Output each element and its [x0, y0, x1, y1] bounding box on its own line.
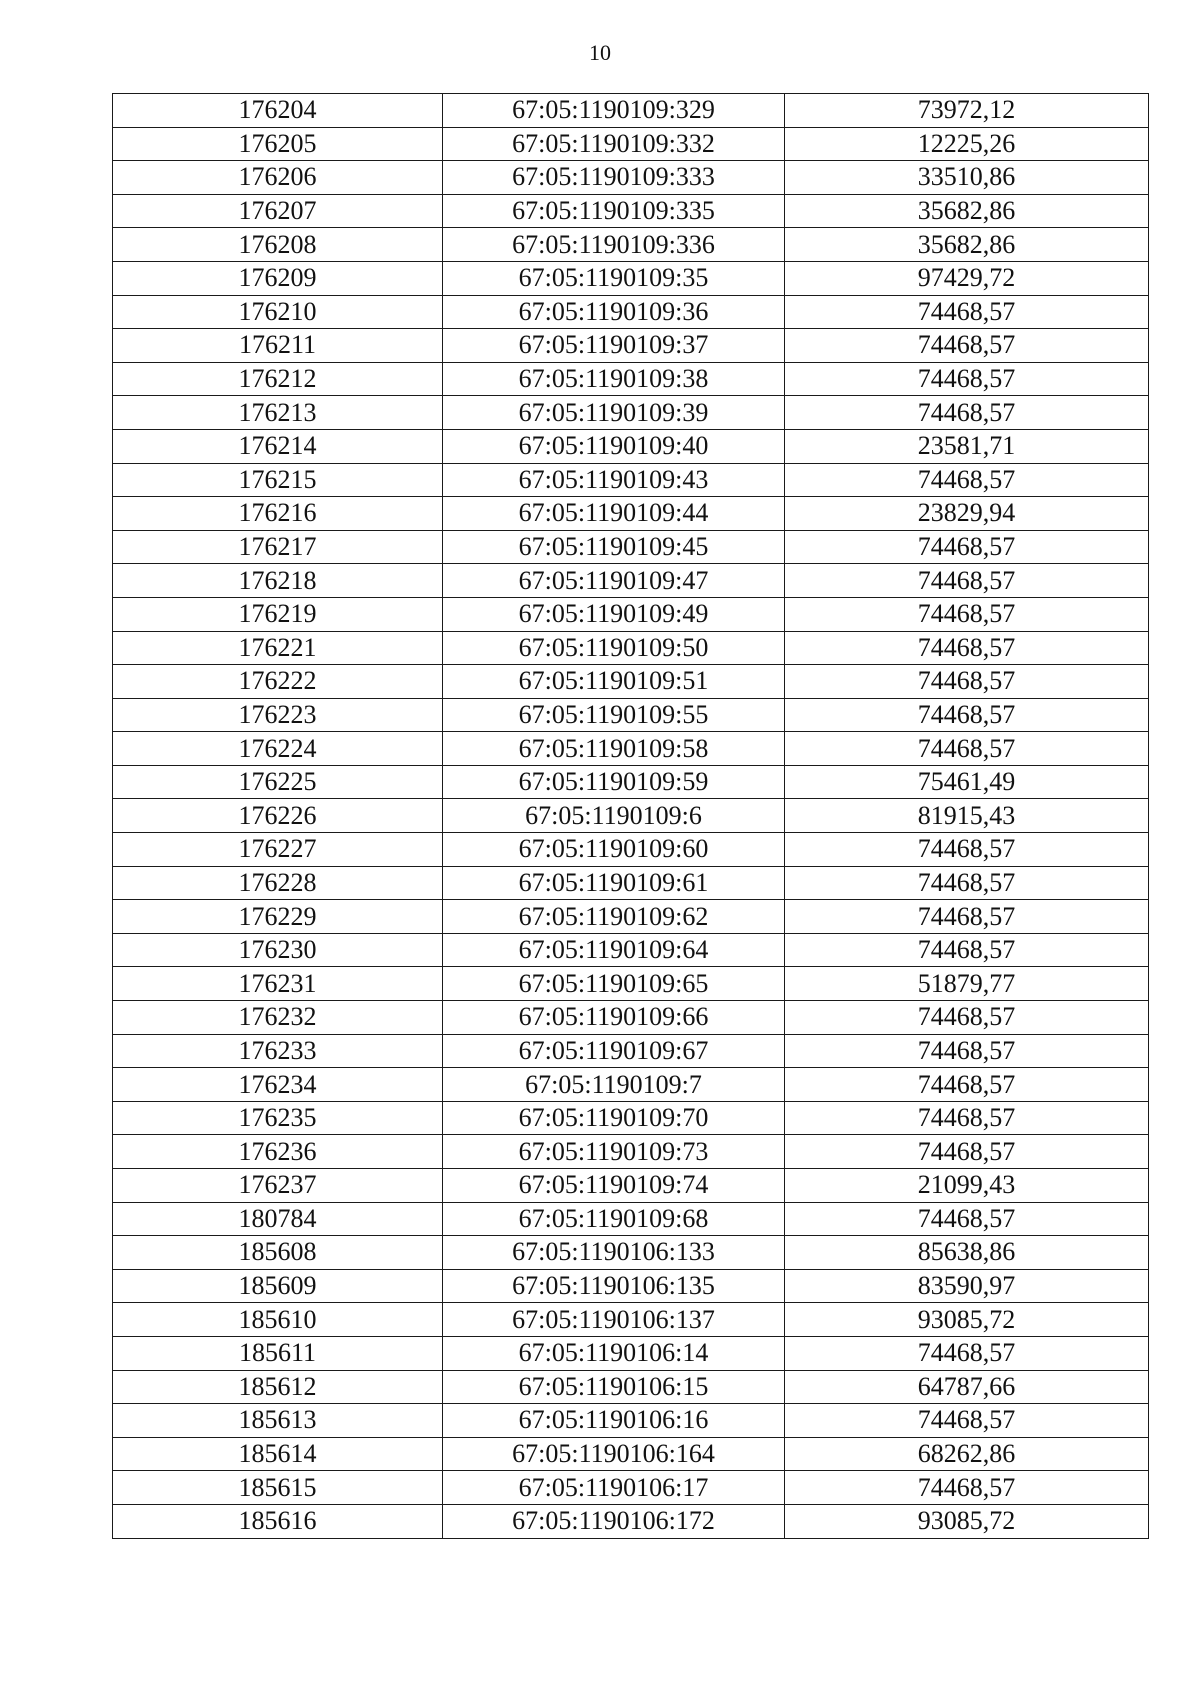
cadastral-value-cell: 97429,72 — [785, 261, 1149, 295]
cadastral-value-cell: 74468,57 — [785, 665, 1149, 699]
page-number: 10 — [589, 40, 611, 65]
cadastral-number-cell: 67:05:1190109:50 — [443, 631, 785, 665]
record-number-cell: 176236 — [113, 1135, 443, 1169]
table-row — [113, 933, 1149, 967]
record-number-cell: 185615 — [113, 1471, 443, 1505]
table-row — [113, 1236, 1149, 1270]
cadastral-value-cell: 68262,86 — [785, 1437, 1149, 1471]
cadastral-number-cell: 67:05:1190106:137 — [443, 1303, 785, 1337]
record-number-cell: 185616 — [113, 1504, 443, 1538]
cadastral-value-cell: 83590,97 — [785, 1269, 1149, 1303]
record-number-cell: 176218 — [113, 564, 443, 598]
table-row — [113, 665, 1149, 699]
record-number-cell: 185613 — [113, 1404, 443, 1438]
cadastral-number-cell: 67:05:1190109:37 — [443, 329, 785, 363]
record-number-cell: 176229 — [113, 900, 443, 934]
cadastral-number-cell: 67:05:1190109:36 — [443, 295, 785, 329]
table-row — [113, 463, 1149, 497]
cadastral-number-cell: 67:05:1190109:64 — [443, 933, 785, 967]
cadastral-value-cell: 74468,57 — [785, 1471, 1149, 1505]
record-number-cell: 176223 — [113, 698, 443, 732]
cadastral-number-cell: 67:05:1190106:15 — [443, 1370, 785, 1404]
table-row — [113, 1471, 1149, 1505]
cadastral-number-cell: 67:05:1190109:7 — [443, 1068, 785, 1102]
record-number-cell: 176235 — [113, 1101, 443, 1135]
table-row — [113, 362, 1149, 396]
record-number-cell: 176211 — [113, 329, 443, 363]
record-number-cell: 176228 — [113, 866, 443, 900]
table-row — [113, 631, 1149, 665]
record-number-cell: 176225 — [113, 765, 443, 799]
table-body — [113, 94, 1149, 1539]
cadastral-value-cell: 74468,57 — [785, 597, 1149, 631]
record-number-cell: 176204 — [113, 94, 443, 128]
cadastral-value-cell: 93085,72 — [785, 1504, 1149, 1538]
table-row — [113, 94, 1149, 128]
table-row — [113, 900, 1149, 934]
record-number-cell: 176214 — [113, 429, 443, 463]
table-row — [113, 228, 1149, 262]
record-number-cell: 185611 — [113, 1336, 443, 1370]
cadastral-value-cell: 74468,57 — [785, 833, 1149, 867]
table-row — [113, 429, 1149, 463]
cadastral-value-cell: 33510,86 — [785, 161, 1149, 195]
table-row — [113, 127, 1149, 161]
cadastral-number-cell: 67:05:1190109:39 — [443, 396, 785, 430]
record-number-cell: 176208 — [113, 228, 443, 262]
cadastral-value-cell: 64787,66 — [785, 1370, 1149, 1404]
table-row — [113, 1101, 1149, 1135]
record-number-cell: 176237 — [113, 1169, 443, 1203]
cadastral-number-cell: 67:05:1190109:62 — [443, 900, 785, 934]
table-row — [113, 1269, 1149, 1303]
record-number-cell: 176226 — [113, 799, 443, 833]
cadastral-number-cell: 67:05:1190109:67 — [443, 1034, 785, 1068]
cadastral-number-cell: 67:05:1190109:66 — [443, 1001, 785, 1035]
cadastral-number-cell: 67:05:1190109:59 — [443, 765, 785, 799]
cadastral-number-cell: 67:05:1190109:329 — [443, 94, 785, 128]
cadastral-number-cell: 67:05:1190109:58 — [443, 732, 785, 766]
record-number-cell: 176217 — [113, 530, 443, 564]
cadastral-value-cell: 35682,86 — [785, 228, 1149, 262]
table-row — [113, 1001, 1149, 1035]
record-number-cell: 176230 — [113, 933, 443, 967]
cadastral-number-cell: 67:05:1190109:70 — [443, 1101, 785, 1135]
cadastral-number-cell: 67:05:1190109:49 — [443, 597, 785, 631]
cadastral-number-cell: 67:05:1190106:14 — [443, 1336, 785, 1370]
cadastral-value-cell: 74468,57 — [785, 530, 1149, 564]
cadastral-value-cell: 74468,57 — [785, 1336, 1149, 1370]
table-row — [113, 765, 1149, 799]
table-row — [113, 833, 1149, 867]
cadastral-value-cell: 74468,57 — [785, 1034, 1149, 1068]
table-row — [113, 967, 1149, 1001]
table-row — [113, 1169, 1149, 1203]
table-row — [113, 261, 1149, 295]
cadastral-number-cell: 67:05:1190109:333 — [443, 161, 785, 195]
record-number-cell: 176231 — [113, 967, 443, 1001]
record-number-cell: 176232 — [113, 1001, 443, 1035]
cadastral-number-cell: 67:05:1190109:51 — [443, 665, 785, 699]
cadastral-value-cell: 74468,57 — [785, 329, 1149, 363]
cadastral-number-cell: 67:05:1190109:45 — [443, 530, 785, 564]
record-number-cell: 185610 — [113, 1303, 443, 1337]
cadastral-value-cell: 23829,94 — [785, 497, 1149, 531]
table-row — [113, 1068, 1149, 1102]
table-row — [113, 1437, 1149, 1471]
record-number-cell: 176210 — [113, 295, 443, 329]
table-row — [113, 1202, 1149, 1236]
cadastral-value-cell: 23581,71 — [785, 429, 1149, 463]
table-row — [113, 161, 1149, 195]
record-number-cell: 185608 — [113, 1236, 443, 1270]
cadastral-value-cell: 74468,57 — [785, 1202, 1149, 1236]
cadastral-number-cell: 67:05:1190106:135 — [443, 1269, 785, 1303]
cadastral-value-cell: 51879,77 — [785, 967, 1149, 1001]
record-number-cell: 176206 — [113, 161, 443, 195]
cadastral-number-cell: 67:05:1190106:164 — [443, 1437, 785, 1471]
table-row — [113, 1370, 1149, 1404]
record-number-cell: 176212 — [113, 362, 443, 396]
record-number-cell: 180784 — [113, 1202, 443, 1236]
table-row — [113, 530, 1149, 564]
table-row — [113, 1034, 1149, 1068]
record-number-cell: 176227 — [113, 833, 443, 867]
cadastral-value-cell: 74468,57 — [785, 1001, 1149, 1035]
record-number-cell: 176209 — [113, 261, 443, 295]
record-number-cell: 176216 — [113, 497, 443, 531]
table-row — [113, 396, 1149, 430]
cadastral-value-cell: 74468,57 — [785, 1404, 1149, 1438]
cadastral-value-cell: 74468,57 — [785, 933, 1149, 967]
table-row — [113, 1404, 1149, 1438]
cadastral-value-table — [112, 93, 1149, 1539]
cadastral-value-cell: 75461,49 — [785, 765, 1149, 799]
record-number-cell: 176207 — [113, 194, 443, 228]
cadastral-value-cell: 74468,57 — [785, 1101, 1149, 1135]
record-number-cell: 176221 — [113, 631, 443, 665]
table-row — [113, 1135, 1149, 1169]
cadastral-value-cell: 12225,26 — [785, 127, 1149, 161]
cadastral-value-cell: 35682,86 — [785, 194, 1149, 228]
cadastral-number-cell: 67:05:1190109:68 — [443, 1202, 785, 1236]
cadastral-value-cell: 85638,86 — [785, 1236, 1149, 1270]
cadastral-value-cell: 74468,57 — [785, 564, 1149, 598]
table-row — [113, 295, 1149, 329]
record-number-cell: 176222 — [113, 665, 443, 699]
table-row — [113, 1336, 1149, 1370]
table-row — [113, 597, 1149, 631]
table-row — [113, 1303, 1149, 1337]
cadastral-value-cell: 74468,57 — [785, 295, 1149, 329]
table-row — [113, 732, 1149, 766]
cadastral-number-cell: 67:05:1190109:43 — [443, 463, 785, 497]
cadastral-value-cell: 93085,72 — [785, 1303, 1149, 1337]
cadastral-number-cell: 67:05:1190106:172 — [443, 1504, 785, 1538]
cadastral-value-cell: 74468,57 — [785, 463, 1149, 497]
cadastral-number-cell: 67:05:1190109:73 — [443, 1135, 785, 1169]
record-number-cell: 176224 — [113, 732, 443, 766]
table-row — [113, 497, 1149, 531]
cadastral-number-cell: 67:05:1190109:60 — [443, 833, 785, 867]
record-number-cell: 176233 — [113, 1034, 443, 1068]
cadastral-number-cell: 67:05:1190106:16 — [443, 1404, 785, 1438]
cadastral-value-cell: 73972,12 — [785, 94, 1149, 128]
cadastral-value-cell: 81915,43 — [785, 799, 1149, 833]
record-number-cell: 176219 — [113, 597, 443, 631]
cadastral-value-cell: 21099,43 — [785, 1169, 1149, 1203]
cadastral-value-cell: 74468,57 — [785, 1068, 1149, 1102]
cadastral-number-cell: 67:05:1190109:61 — [443, 866, 785, 900]
table-row — [113, 1504, 1149, 1538]
table-row — [113, 564, 1149, 598]
cadastral-number-cell: 67:05:1190106:17 — [443, 1471, 785, 1505]
cadastral-value-cell: 74468,57 — [785, 732, 1149, 766]
cadastral-number-cell: 67:05:1190109:335 — [443, 194, 785, 228]
record-number-cell: 176215 — [113, 463, 443, 497]
cadastral-number-cell: 67:05:1190109:38 — [443, 362, 785, 396]
cadastral-value-cell: 74468,57 — [785, 866, 1149, 900]
record-number-cell: 176234 — [113, 1068, 443, 1102]
cadastral-number-cell: 67:05:1190109:35 — [443, 261, 785, 295]
cadastral-number-cell: 67:05:1190109:74 — [443, 1169, 785, 1203]
table-row — [113, 698, 1149, 732]
cadastral-number-cell: 67:05:1190109:40 — [443, 429, 785, 463]
cadastral-number-cell: 67:05:1190109:6 — [443, 799, 785, 833]
cadastral-number-cell: 67:05:1190109:47 — [443, 564, 785, 598]
table-row — [113, 866, 1149, 900]
table-row — [113, 799, 1149, 833]
record-number-cell: 185614 — [113, 1437, 443, 1471]
cadastral-value-cell: 74468,57 — [785, 1135, 1149, 1169]
cadastral-number-cell: 67:05:1190109:44 — [443, 497, 785, 531]
record-number-cell: 176213 — [113, 396, 443, 430]
record-number-cell: 176205 — [113, 127, 443, 161]
cadastral-number-cell: 67:05:1190109:65 — [443, 967, 785, 1001]
cadastral-value-cell: 74468,57 — [785, 631, 1149, 665]
table-row — [113, 194, 1149, 228]
record-number-cell: 185609 — [113, 1269, 443, 1303]
cadastral-value-cell: 74468,57 — [785, 362, 1149, 396]
cadastral-number-cell: 67:05:1190109:332 — [443, 127, 785, 161]
table-row — [113, 329, 1149, 363]
cadastral-number-cell: 67:05:1190109:336 — [443, 228, 785, 262]
cadastral-value-cell: 74468,57 — [785, 396, 1149, 430]
cadastral-number-cell: 67:05:1190109:55 — [443, 698, 785, 732]
record-number-cell: 185612 — [113, 1370, 443, 1404]
cadastral-number-cell: 67:05:1190106:133 — [443, 1236, 785, 1270]
cadastral-value-cell: 74468,57 — [785, 900, 1149, 934]
cadastral-value-cell: 74468,57 — [785, 698, 1149, 732]
